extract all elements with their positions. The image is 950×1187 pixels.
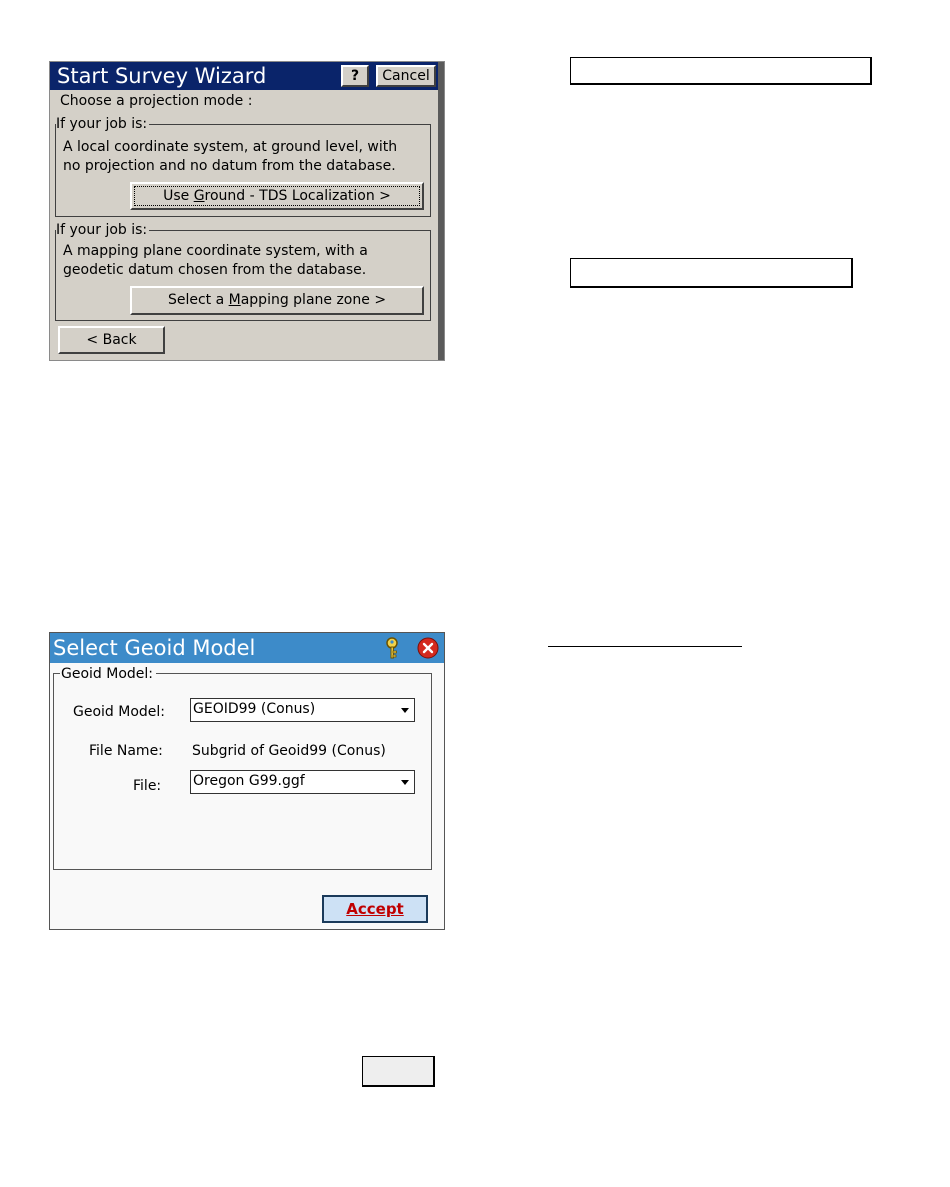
accept-button-label: Accept (346, 900, 404, 918)
geoid-titlebar (50, 633, 444, 663)
mapping-button-text-pre: Select a (167, 292, 229, 308)
select-mapping-plane-zone-button[interactable] (130, 286, 424, 315)
close-icon[interactable] (417, 637, 439, 659)
chevron-down-icon (401, 780, 409, 785)
mapping-button-accelerator: M (228, 292, 241, 308)
wizard-title: Start Survey Wizard (57, 64, 267, 88)
geoid-group-label: Geoid Model: (60, 666, 156, 682)
start-survey-wizard-window (49, 61, 445, 361)
select-geoid-model-window (49, 632, 445, 930)
geoid-model-value: GEOID99 (Conus) (193, 701, 316, 717)
geoid-model-label: Geoid Model: (73, 704, 166, 720)
annotation-underline (548, 646, 742, 647)
file-select[interactable] (190, 770, 415, 794)
ground-button-text-post: round - TDS Localization > (204, 188, 391, 204)
group-mapping-label: If your job is: (56, 222, 148, 238)
chevron-down-icon (401, 708, 409, 713)
annotation-box-1 (570, 57, 872, 85)
wizard-titlebar (50, 62, 438, 90)
window-edge (438, 62, 444, 360)
ground-description-line2: no projection and no datum from the database. (63, 158, 396, 174)
projection-prompt: Choose a projection mode : (60, 93, 253, 109)
ground-button-accelerator: G (193, 188, 205, 204)
geoid-title: Select Geoid Model (53, 636, 256, 660)
group-ground-label: If your job is: (56, 116, 148, 132)
annotation-small-box (362, 1056, 435, 1087)
annotation-box-2 (570, 258, 853, 288)
focus-rectangle (134, 186, 420, 206)
cancel-button[interactable]: Cancel (376, 65, 436, 87)
file-name-label: File Name: (89, 743, 163, 759)
ground-button-text-pre: Use (163, 188, 194, 204)
help-button[interactable]: ? (341, 65, 369, 87)
back-button[interactable]: < Back (58, 326, 165, 354)
file-value: Oregon G99.ggf (193, 773, 305, 789)
mapping-button-text-post: apping plane zone > (240, 292, 387, 308)
geoid-model-select[interactable] (190, 698, 415, 722)
mapping-description-line1: A mapping plane coordinate system, with a (63, 243, 368, 259)
file-label: File: (133, 778, 162, 794)
ground-description-line1: A local coordinate system, at ground level, with (63, 139, 398, 155)
use-ground-tds-localization-button[interactable] (130, 182, 424, 210)
key-help-icon[interactable] (381, 636, 403, 660)
file-name-value: Subgrid of Geoid99 (Conus) (192, 743, 386, 759)
mapping-description-line2: geodetic datum chosen from the database. (63, 262, 367, 278)
accept-button[interactable] (322, 895, 428, 923)
